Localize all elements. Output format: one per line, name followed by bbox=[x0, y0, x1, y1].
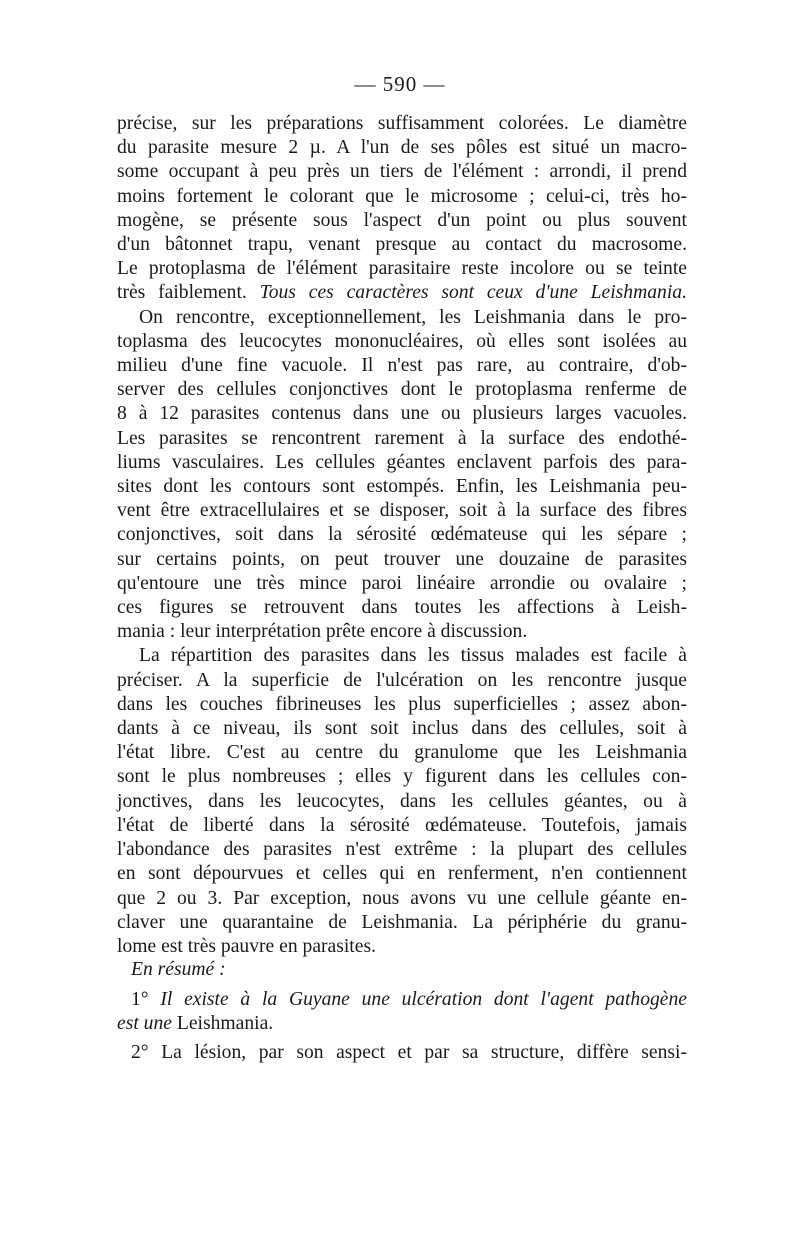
text-line: en sont dépourvues et celles qui en renferment, n'en contiennent bbox=[117, 863, 687, 885]
text-line: qu'entoure une très mince paroi linéaire arrondie ou ovalaire ; bbox=[117, 572, 687, 594]
text-plain: Leishmania. bbox=[171, 1013, 274, 1035]
summary-item-1 bbox=[117, 988, 687, 1036]
text-line: sites dont les contours sont estompés. Enfin, les Leishmania peu- bbox=[117, 476, 687, 498]
paragraph-2 bbox=[117, 306, 687, 645]
text-line: Le protoplasma de l'élément parasitaire reste incolore ou se teinte bbox=[117, 258, 687, 280]
text-line: sur certains points, on peut trouver une douzaine de parasites bbox=[117, 548, 687, 570]
text-line: some occupant à peu près un tiers de l'élément : arrondi, il prend bbox=[117, 161, 687, 183]
text-line: l'état de liberté dans la sérosité œdémateuse. Toutefois, jamais bbox=[117, 814, 687, 836]
paragraph-1 bbox=[117, 112, 687, 306]
text-line: préciser. A la superficie de l'ulcération on les rencontre jusque bbox=[117, 669, 687, 691]
text-plain: La lésion, par son aspect et par sa structure, diffère sensi- bbox=[161, 1041, 687, 1063]
text-line-mixed bbox=[117, 988, 687, 1012]
text-line: dants à ce niveau, ils sont soit inclus dans des cellules, soit à bbox=[117, 718, 687, 740]
item-number: 2° bbox=[131, 1041, 149, 1063]
text-line: mania : leur interprétation prête encore à discussion. bbox=[117, 621, 528, 643]
text-line-mixed bbox=[117, 281, 687, 305]
body-text bbox=[117, 112, 687, 959]
text-line: 8 à 12 parasites contenus dans une ou plusieurs larges vacuoles. bbox=[117, 403, 687, 425]
page-number: — 590 — bbox=[354, 72, 446, 96]
text-line: toplasma des leucocytes mononucléaires, où elles sont isolées au bbox=[117, 330, 687, 352]
text-line: lome est très pauvre en parasites. bbox=[117, 935, 376, 957]
text-line: sont le plus nombreuses ; elles y figurent dans les cellules con- bbox=[117, 766, 687, 788]
summary-title: En résumé : bbox=[131, 959, 226, 980]
text-line-mixed bbox=[117, 1041, 687, 1065]
text-line: précise, sur les préparations suffisamment colorées. Le diamètre bbox=[117, 113, 687, 134]
text-italic: Tous ces caractères sont ceux d'une Leishmania. bbox=[259, 282, 687, 304]
text-line: que 2 ou 3. Par exception, nous avons vu une cellule géante en- bbox=[117, 887, 687, 909]
text-line: d'un bâtonnet trapu, venant presque au contact du macrosome. bbox=[117, 234, 687, 256]
text-line: ces figures se retrouvent dans toutes les affections à Leish- bbox=[117, 597, 687, 619]
text-line: claver une quarantaine de Leishmania. La périphérie du granu- bbox=[117, 911, 687, 933]
text-line: liums vasculaires. Les cellules géantes enclavent parfois des para- bbox=[117, 451, 687, 473]
text-italic: est une bbox=[117, 1013, 172, 1035]
summary-section bbox=[117, 958, 687, 1069]
paragraph-3 bbox=[117, 644, 687, 959]
text-line-mixed bbox=[117, 1012, 687, 1036]
text-line: vent être extracellulaires et se disposer, soit à la surface des fibres bbox=[117, 500, 687, 522]
text-line: La répartition des parasites dans les tissus malades est facile à bbox=[139, 645, 687, 667]
text-line: jonctives, dans les leucocytes, dans les cellules géantes, ou à bbox=[117, 790, 687, 812]
item-number: 1° bbox=[131, 989, 149, 1011]
text-line: server des cellules conjonctives dont le protoplasma renferme de bbox=[117, 379, 687, 401]
text-line: conjonctives, soit dans la sérosité œdémateuse qui les sépare ; bbox=[117, 524, 687, 546]
text-line: milieu d'une fine vacuole. Il n'est pas rare, au contraire, d'ob- bbox=[117, 355, 687, 377]
text-plain: très faiblement. bbox=[117, 282, 260, 304]
summary-item-2 bbox=[117, 1041, 687, 1065]
text-line: dans les couches fibrineuses les plus superficielles ; assez abon- bbox=[117, 693, 687, 715]
text-line: l'état libre. C'est au centre du granulome que les Leishmania bbox=[117, 742, 687, 764]
text-line: mogène, se présente sous l'aspect d'un point ou plus souvent bbox=[117, 209, 687, 231]
text-line: l'abondance des parasites n'est extrême : la plupart des cellules bbox=[117, 839, 687, 861]
text-italic: Il existe à la Guyane une ulcération dont l'agent pathogène bbox=[160, 989, 688, 1011]
text-line: du parasite mesure 2 µ. A l'un de ses pôles est situé un macro- bbox=[117, 137, 687, 159]
text-line: Les parasites se rencontrent rarement à la surface des endothé- bbox=[117, 427, 687, 449]
text-line: On rencontre, exceptionnellement, les Leishmania dans le pro- bbox=[139, 306, 687, 328]
text-line: moins fortement le colorant que le microsome ; celui-ci, très ho- bbox=[117, 185, 687, 207]
